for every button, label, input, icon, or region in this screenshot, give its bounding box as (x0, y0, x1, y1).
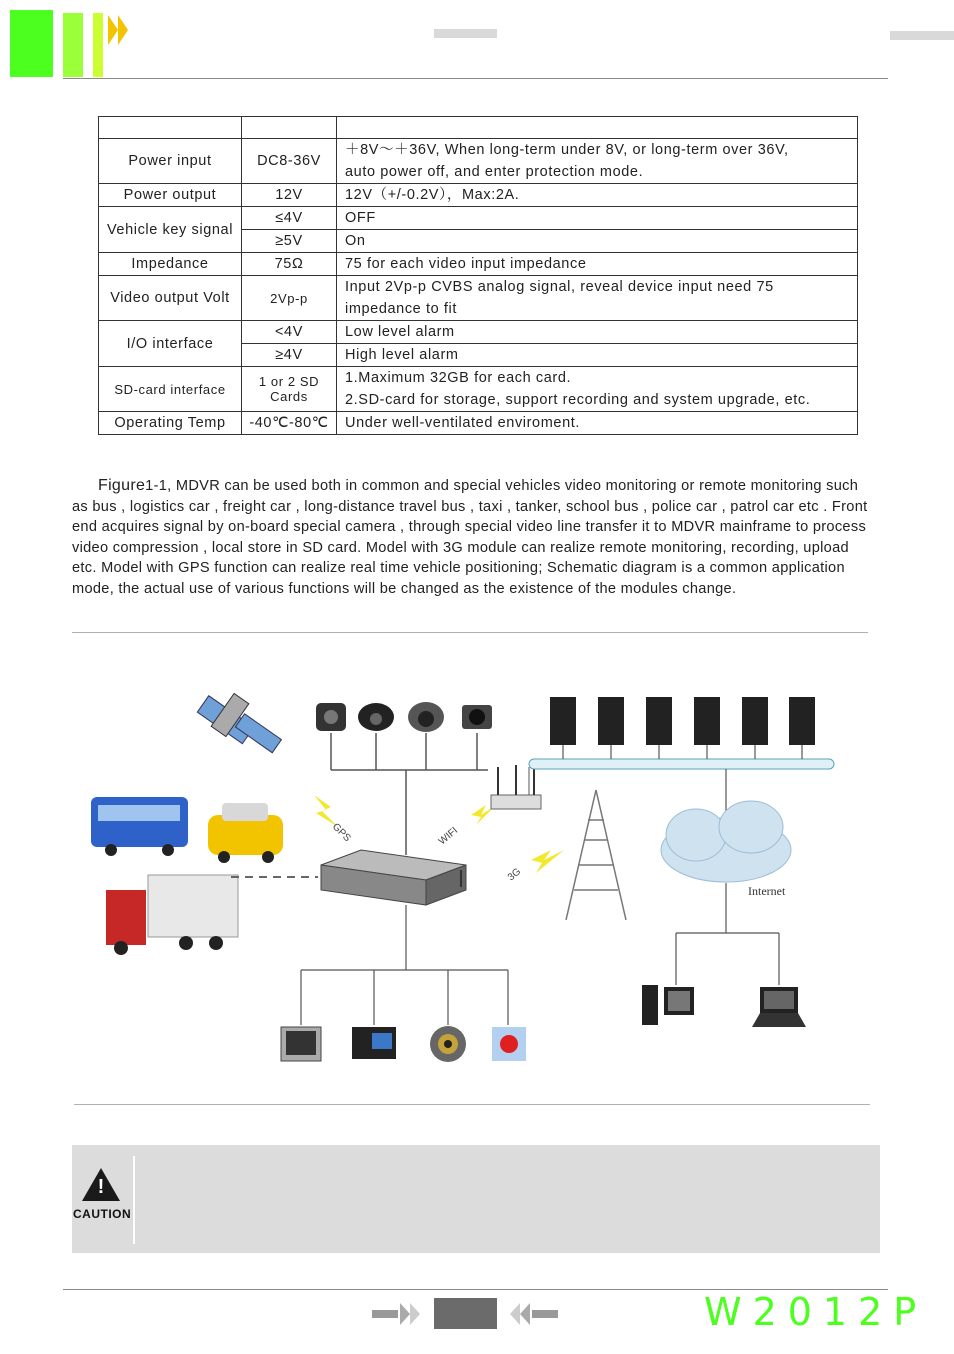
chevron-icon (108, 15, 118, 45)
caution-divider (133, 1156, 135, 1244)
row-value: <4V (242, 321, 337, 344)
table-row (99, 367, 858, 412)
row-desc: 75 for each video input impedance (337, 253, 858, 276)
internet-cloud-icon (661, 801, 791, 882)
model-name: W2012P (704, 1290, 928, 1334)
description-paragraph (72, 476, 872, 599)
row-value: ≥5V (242, 230, 337, 253)
desktop-computer-icon (642, 985, 694, 1025)
schematic-diagram (86, 655, 866, 1095)
exclamation-icon: ! (97, 1176, 105, 1198)
prev-arrow-icon (508, 1299, 558, 1329)
row-desc: Under well-ventilated enviroment. (337, 412, 858, 435)
header-bar-medium (63, 13, 83, 77)
row-desc: High level alarm (337, 344, 858, 367)
row-name: Power output (99, 184, 242, 207)
figure-word: Figure (98, 477, 146, 494)
speaker-icon (430, 1026, 466, 1062)
table-row (99, 139, 858, 184)
table-row (99, 412, 858, 435)
row-desc: 12V（+/-0.2V），Max:2A. (337, 184, 858, 207)
spec-table (98, 116, 858, 435)
row-name: Impedance (99, 253, 242, 276)
row-name: Power input (99, 139, 242, 184)
row-value: 12V (242, 184, 337, 207)
taxi-icon (208, 803, 283, 863)
camera-icon (316, 703, 346, 731)
row-desc: On (337, 230, 858, 253)
row-desc: Input 2Vp-p CVBS analog signal, reveal device input need 75 impedance to fit (337, 276, 858, 321)
row-name: Vehicle key signal (99, 207, 242, 253)
camera-icon (358, 703, 394, 731)
bus-icon (91, 797, 188, 856)
row-value: 75Ω (242, 253, 337, 276)
alarm-button-icon (492, 1027, 526, 1061)
row-name: Operating Temp (99, 412, 242, 435)
row-name: Video output Volt (99, 276, 242, 321)
caution-box (72, 1145, 880, 1253)
cell-tower-icon (566, 790, 626, 920)
table-row (99, 184, 858, 207)
chevron-icon (118, 15, 128, 45)
header-tab-placeholder (890, 31, 954, 40)
router-icon (491, 765, 541, 809)
wifi-label: WIFI (436, 825, 461, 848)
monitor-icon (281, 1027, 321, 1061)
row-desc: ＋8V～＋36V, When long-term under 8V, or long-term over 36V, auto power off, and enter protection mode. (337, 139, 858, 184)
internet-label: Internet (748, 884, 786, 898)
server-icon (550, 697, 815, 745)
caution-label: CAUTION (73, 1207, 132, 1221)
row-value: 2Vp-p (242, 276, 337, 321)
page-number-box (434, 1298, 497, 1329)
paragraph-text: 1-1, MDVR can be used both in common and special vehicles video monitoring or remote monitoring such as bus , logistics car , freight car , long-distance travel bus , taxi , tanker, school bus , police car , patrol car etc . Front end acquires signal by on-board special camera , through special video line transfer it to MDVR mainframe to process video compression , local store in SD card. Model with 3G module can realize remote monitoring, recording, upload etc. Model with GPS function can realize real time vehicle positioning; Schematic diagram is a common application mode, the actual use of various functions will be changed as the existence of the modules change. (72, 478, 868, 597)
header-divider (63, 78, 888, 79)
table-row (99, 253, 858, 276)
truck-icon (106, 875, 238, 955)
table-row (99, 321, 858, 344)
next-arrow-icon (372, 1299, 422, 1329)
table-row (99, 276, 858, 321)
row-value: DC8-36V (242, 139, 337, 184)
section-divider (72, 632, 868, 633)
camera-icon (408, 702, 444, 732)
row-value: ≤4V (242, 207, 337, 230)
row-value: ≥4V (242, 344, 337, 367)
camera-icon (462, 705, 492, 729)
video-screen-icon (352, 1027, 396, 1059)
table-row (99, 207, 858, 230)
row-value: 1 or 2 SD Cards (242, 367, 337, 412)
header-bar-small (93, 13, 103, 77)
row-desc: Low level alarm (337, 321, 858, 344)
laptop-icon (752, 987, 806, 1027)
row-desc: 1.Maximum 32GB for each card. 2.SD-card for storage, support recording and system upgrade, etc. (337, 367, 858, 412)
satellite-icon (197, 693, 281, 752)
row-desc: OFF (337, 207, 858, 230)
row-value: -40℃-80℃ (242, 412, 337, 435)
gps-label: GPS (329, 821, 353, 845)
row-name: SD-card interface (99, 367, 242, 412)
header-tab-placeholder (434, 29, 497, 38)
3g-label: 3G (505, 866, 524, 884)
row-name: I/O interface (99, 321, 242, 367)
section-divider (74, 1104, 870, 1105)
table-header-row (99, 117, 858, 139)
header-bar-large (10, 10, 53, 77)
mdvr-device-icon (321, 850, 466, 905)
